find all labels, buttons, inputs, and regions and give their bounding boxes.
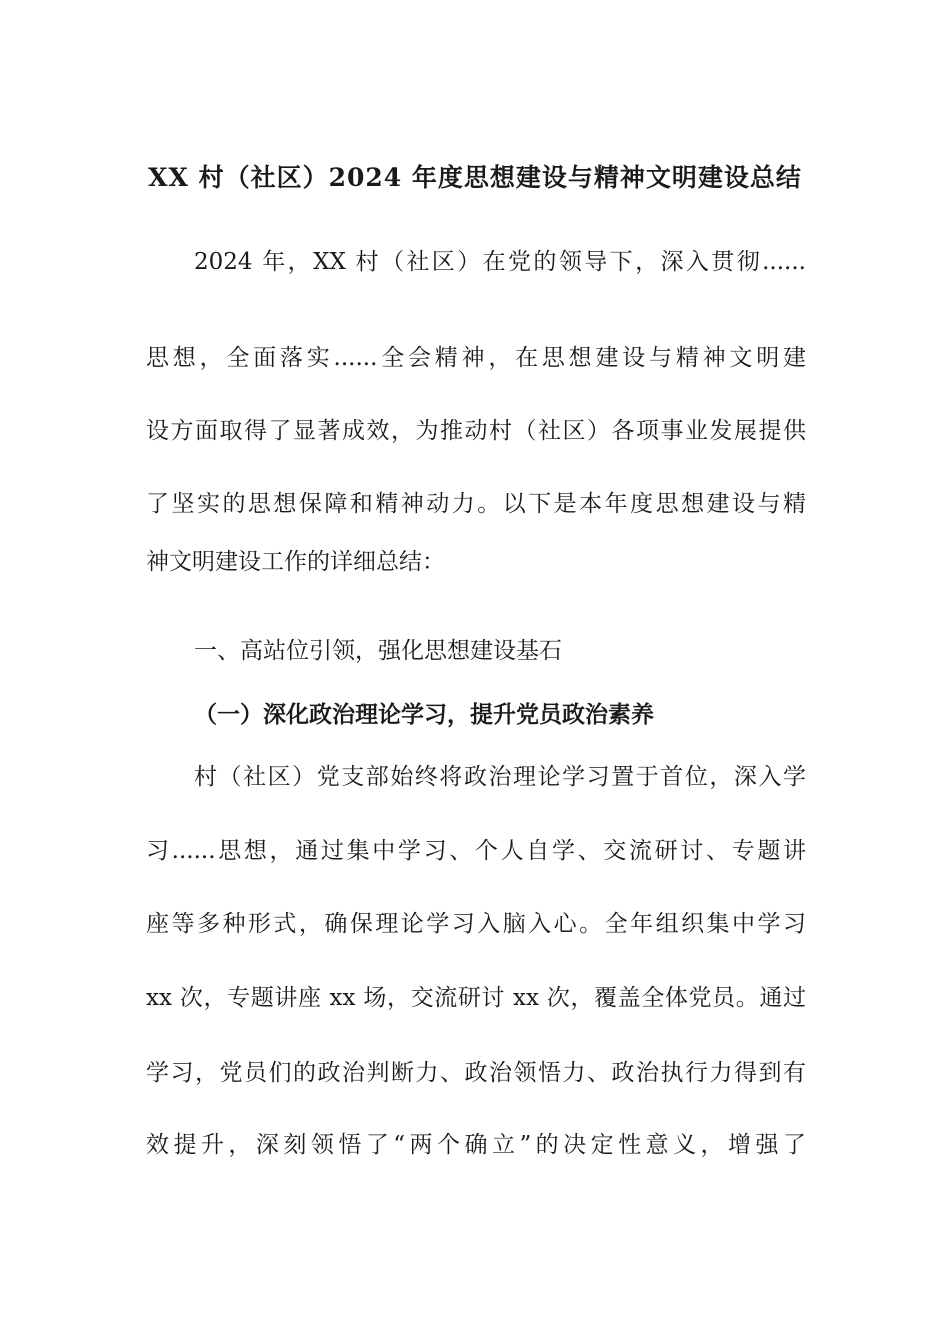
paragraph-line: 思想，全面落实......全会精神，在思想建设与精神文明建 — [146, 345, 806, 371]
paragraph-line: 村（社区）党支部始终将政治理论学习置于首位，深入学 — [194, 764, 806, 790]
document-title: XX 村（社区）2024 年度思想建设与精神文明建设总结 — [148, 163, 802, 192]
paragraph-line: 效提升，深刻领悟了“两个确立”的决定性意义，增强了 — [146, 1132, 806, 1158]
paragraph-line: xx 次，专题讲座 xx 场，交流研讨 xx 次，覆盖全体党员。通过 — [146, 985, 806, 1011]
paragraph-line: 学习，党员们的政治判断力、政治领悟力、政治执行力得到有 — [146, 1060, 806, 1086]
subsection-heading: （一）深化政治理论学习，提升党员政治素养 — [194, 701, 654, 728]
section-heading: 一、高站位引领，强化思想建设基石 — [194, 638, 562, 664]
paragraph-line: 设方面取得了显著成效，为推动村（社区）各项事业发展提供 — [146, 418, 806, 444]
paragraph-line: 习......思想，通过集中学习、个人自学、交流研讨、专题讲 — [146, 838, 806, 864]
paragraph-line: 座等多种形式，确保理论学习入脑入心。全年组织集中学习 — [146, 911, 806, 937]
paragraph-line: 2024 年，XX 村（社区）在党的领导下，深入贯彻...... — [194, 249, 806, 275]
paragraph-line: 神文明建设工作的详细总结： — [146, 549, 445, 575]
paragraph-line: 了坚实的思想保障和精神动力。以下是本年度思想建设与精 — [146, 491, 806, 517]
